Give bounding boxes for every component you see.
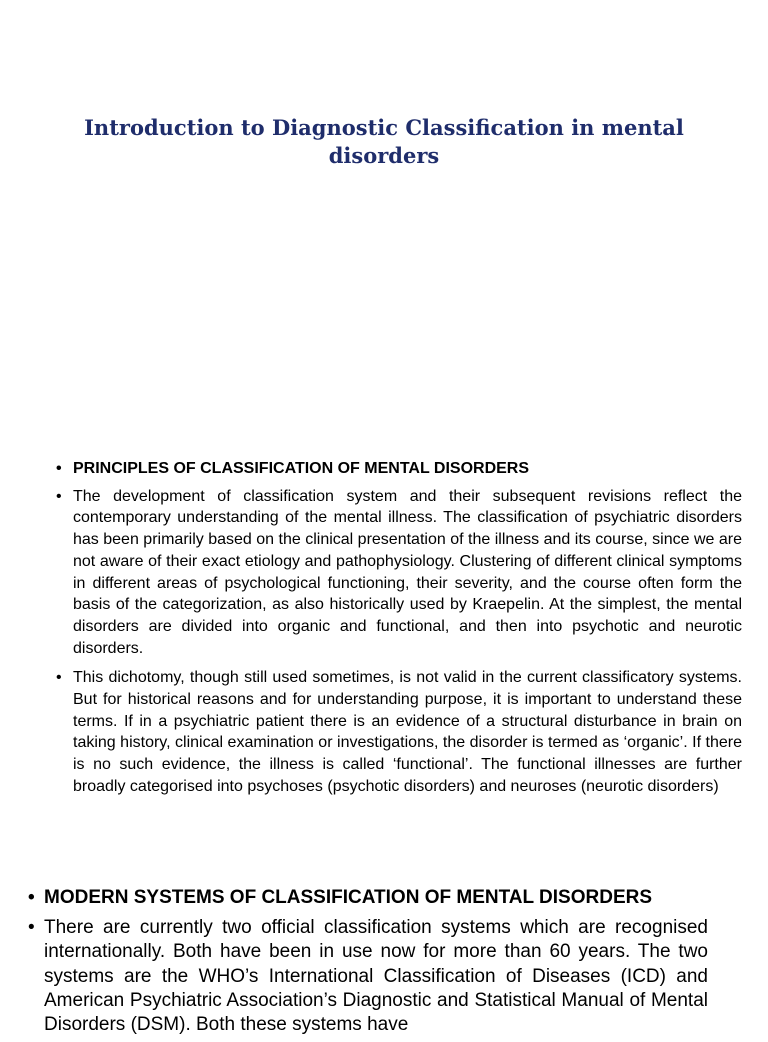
paragraph-text: The development of classification system and their subsequent revisions reflect the contemporary understanding of the mental illness. The classification of psychiatric disorders has been primarily based on the clinical presentation of the illness and its course, since we are not aware of their exact etiology and pathophysiology. Clustering of different clinical symptoms in different areas of psychological functioning, their severity, and the course often form the basis of the categorization, as also historically used by Kraepelin. At the simplest, the mental disorders are divided into organic and functional, and then into psychotic and neurotic disorders. xyxy=(73,487,742,657)
slide-principles xyxy=(0,440,768,860)
heading-text: MODERN SYSTEMS OF CLASSIFICATION OF MENTAL DISORDERS xyxy=(44,887,653,908)
bullet-icon: • xyxy=(56,669,62,687)
bullet-icon: • xyxy=(28,887,35,908)
slide-title-page xyxy=(0,0,768,440)
bullet-icon: • xyxy=(56,460,62,477)
bullet-list xyxy=(28,886,708,1042)
bullet-list xyxy=(56,458,742,806)
heading-text: PRINCIPLES OF CLASSIFICATION OF MENTAL DISORDERS xyxy=(73,460,530,477)
section-heading-modern-systems xyxy=(28,886,708,910)
paragraph-dichotomy xyxy=(56,667,742,797)
slide-title: Introduction to Diagnostic Classification in mental disorders xyxy=(84,115,684,168)
paragraph-text: There are currently two official classification systems which are recognised internationally. Both have been in use now for more than 60 years. The two systems are the WHO’s International Classification of Diseases (ICD) and American Psychiatric Association’s Diagnostic and Statistical Manual of Mental Disorders (DSM). Both these systems have xyxy=(44,917,708,1036)
bullet-icon: • xyxy=(28,917,35,939)
paragraph-text: This dichotomy, though still used sometimes, is not valid in the current classificatory systems. But for historical reasons and for understanding purpose, it is important to understand these terms. If in a psychiatric patient there is an evidence of a structural disturbance in brain on taking history, clinical examination or investigations, the disorder is termed as ‘organic’. If there is no such evidence, the illness is called ‘functional’. The functional illnesses are further broadly categorised into psychoses (psychotic disorders) and neuroses (neurotic disorders) xyxy=(73,669,742,795)
slide-modern-systems xyxy=(0,860,768,1036)
section-heading-principles xyxy=(56,458,742,480)
bullet-icon: • xyxy=(56,487,62,505)
paragraph-classification-development xyxy=(56,486,742,660)
paragraph-two-systems xyxy=(28,916,708,1037)
